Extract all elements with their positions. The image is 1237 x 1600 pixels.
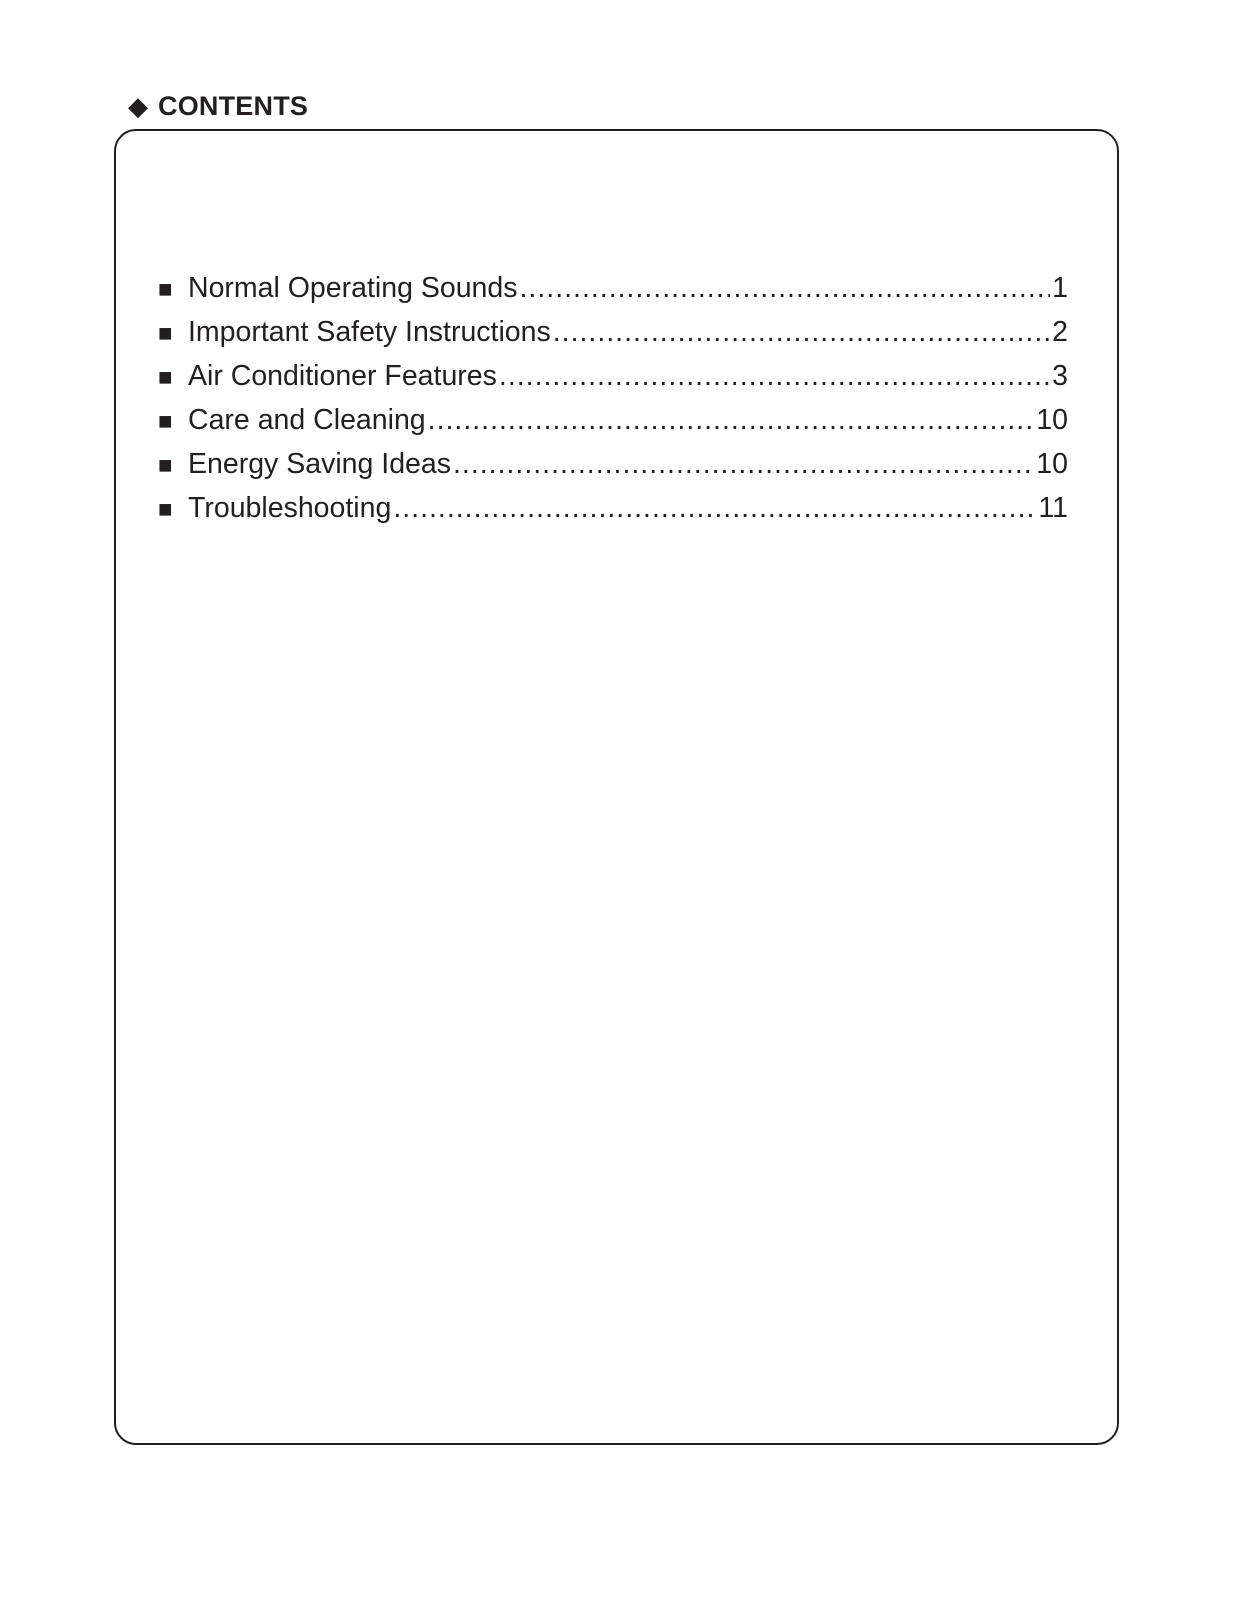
square-bullet-icon: ■ <box>158 276 173 303</box>
page-title: CONTENTS <box>158 91 309 121</box>
table-of-contents <box>158 266 1068 530</box>
toc-entry-important-safety-instructions[interactable] <box>158 310 1068 354</box>
dot-leader <box>428 398 1035 442</box>
dot-leader <box>453 442 1034 486</box>
toc-entry-page-number: 3 <box>1052 360 1068 392</box>
diamond-bullet-icon: ◆ <box>128 91 148 121</box>
toc-entry-page-number: 10 <box>1036 448 1068 480</box>
toc-entry-label: Normal Operating Sounds <box>188 272 518 304</box>
contents-heading <box>128 88 308 124</box>
toc-entry-label: Care and Cleaning <box>188 404 426 436</box>
toc-entry-page-number: 11 <box>1038 492 1068 524</box>
toc-entry-label: Air Conditioner Features <box>188 360 497 392</box>
toc-entry-troubleshooting[interactable] <box>158 486 1068 530</box>
toc-entry-page-number: 2 <box>1052 316 1068 348</box>
square-bullet-icon: ■ <box>158 496 173 523</box>
dot-leader <box>553 310 1050 354</box>
toc-entry-label: Troubleshooting <box>188 492 392 524</box>
toc-entry-label: Energy Saving Ideas <box>188 448 451 480</box>
square-bullet-icon: ■ <box>158 408 173 435</box>
toc-entry-page-number: 10 <box>1036 404 1068 436</box>
dot-leader <box>520 266 1051 310</box>
toc-entry-label: Important Safety Instructions <box>188 316 551 348</box>
square-bullet-icon: ■ <box>158 320 173 347</box>
toc-entry-normal-operating-sounds[interactable] <box>158 266 1068 310</box>
dot-leader <box>499 354 1050 398</box>
toc-entry-page-number: 1 <box>1052 272 1068 304</box>
toc-entry-air-conditioner-features[interactable] <box>158 354 1068 398</box>
toc-entry-energy-saving-ideas[interactable] <box>158 442 1068 486</box>
dot-leader <box>393 486 1036 530</box>
square-bullet-icon: ■ <box>158 452 173 479</box>
square-bullet-icon: ■ <box>158 364 173 391</box>
toc-entry-care-and-cleaning[interactable] <box>158 398 1068 442</box>
